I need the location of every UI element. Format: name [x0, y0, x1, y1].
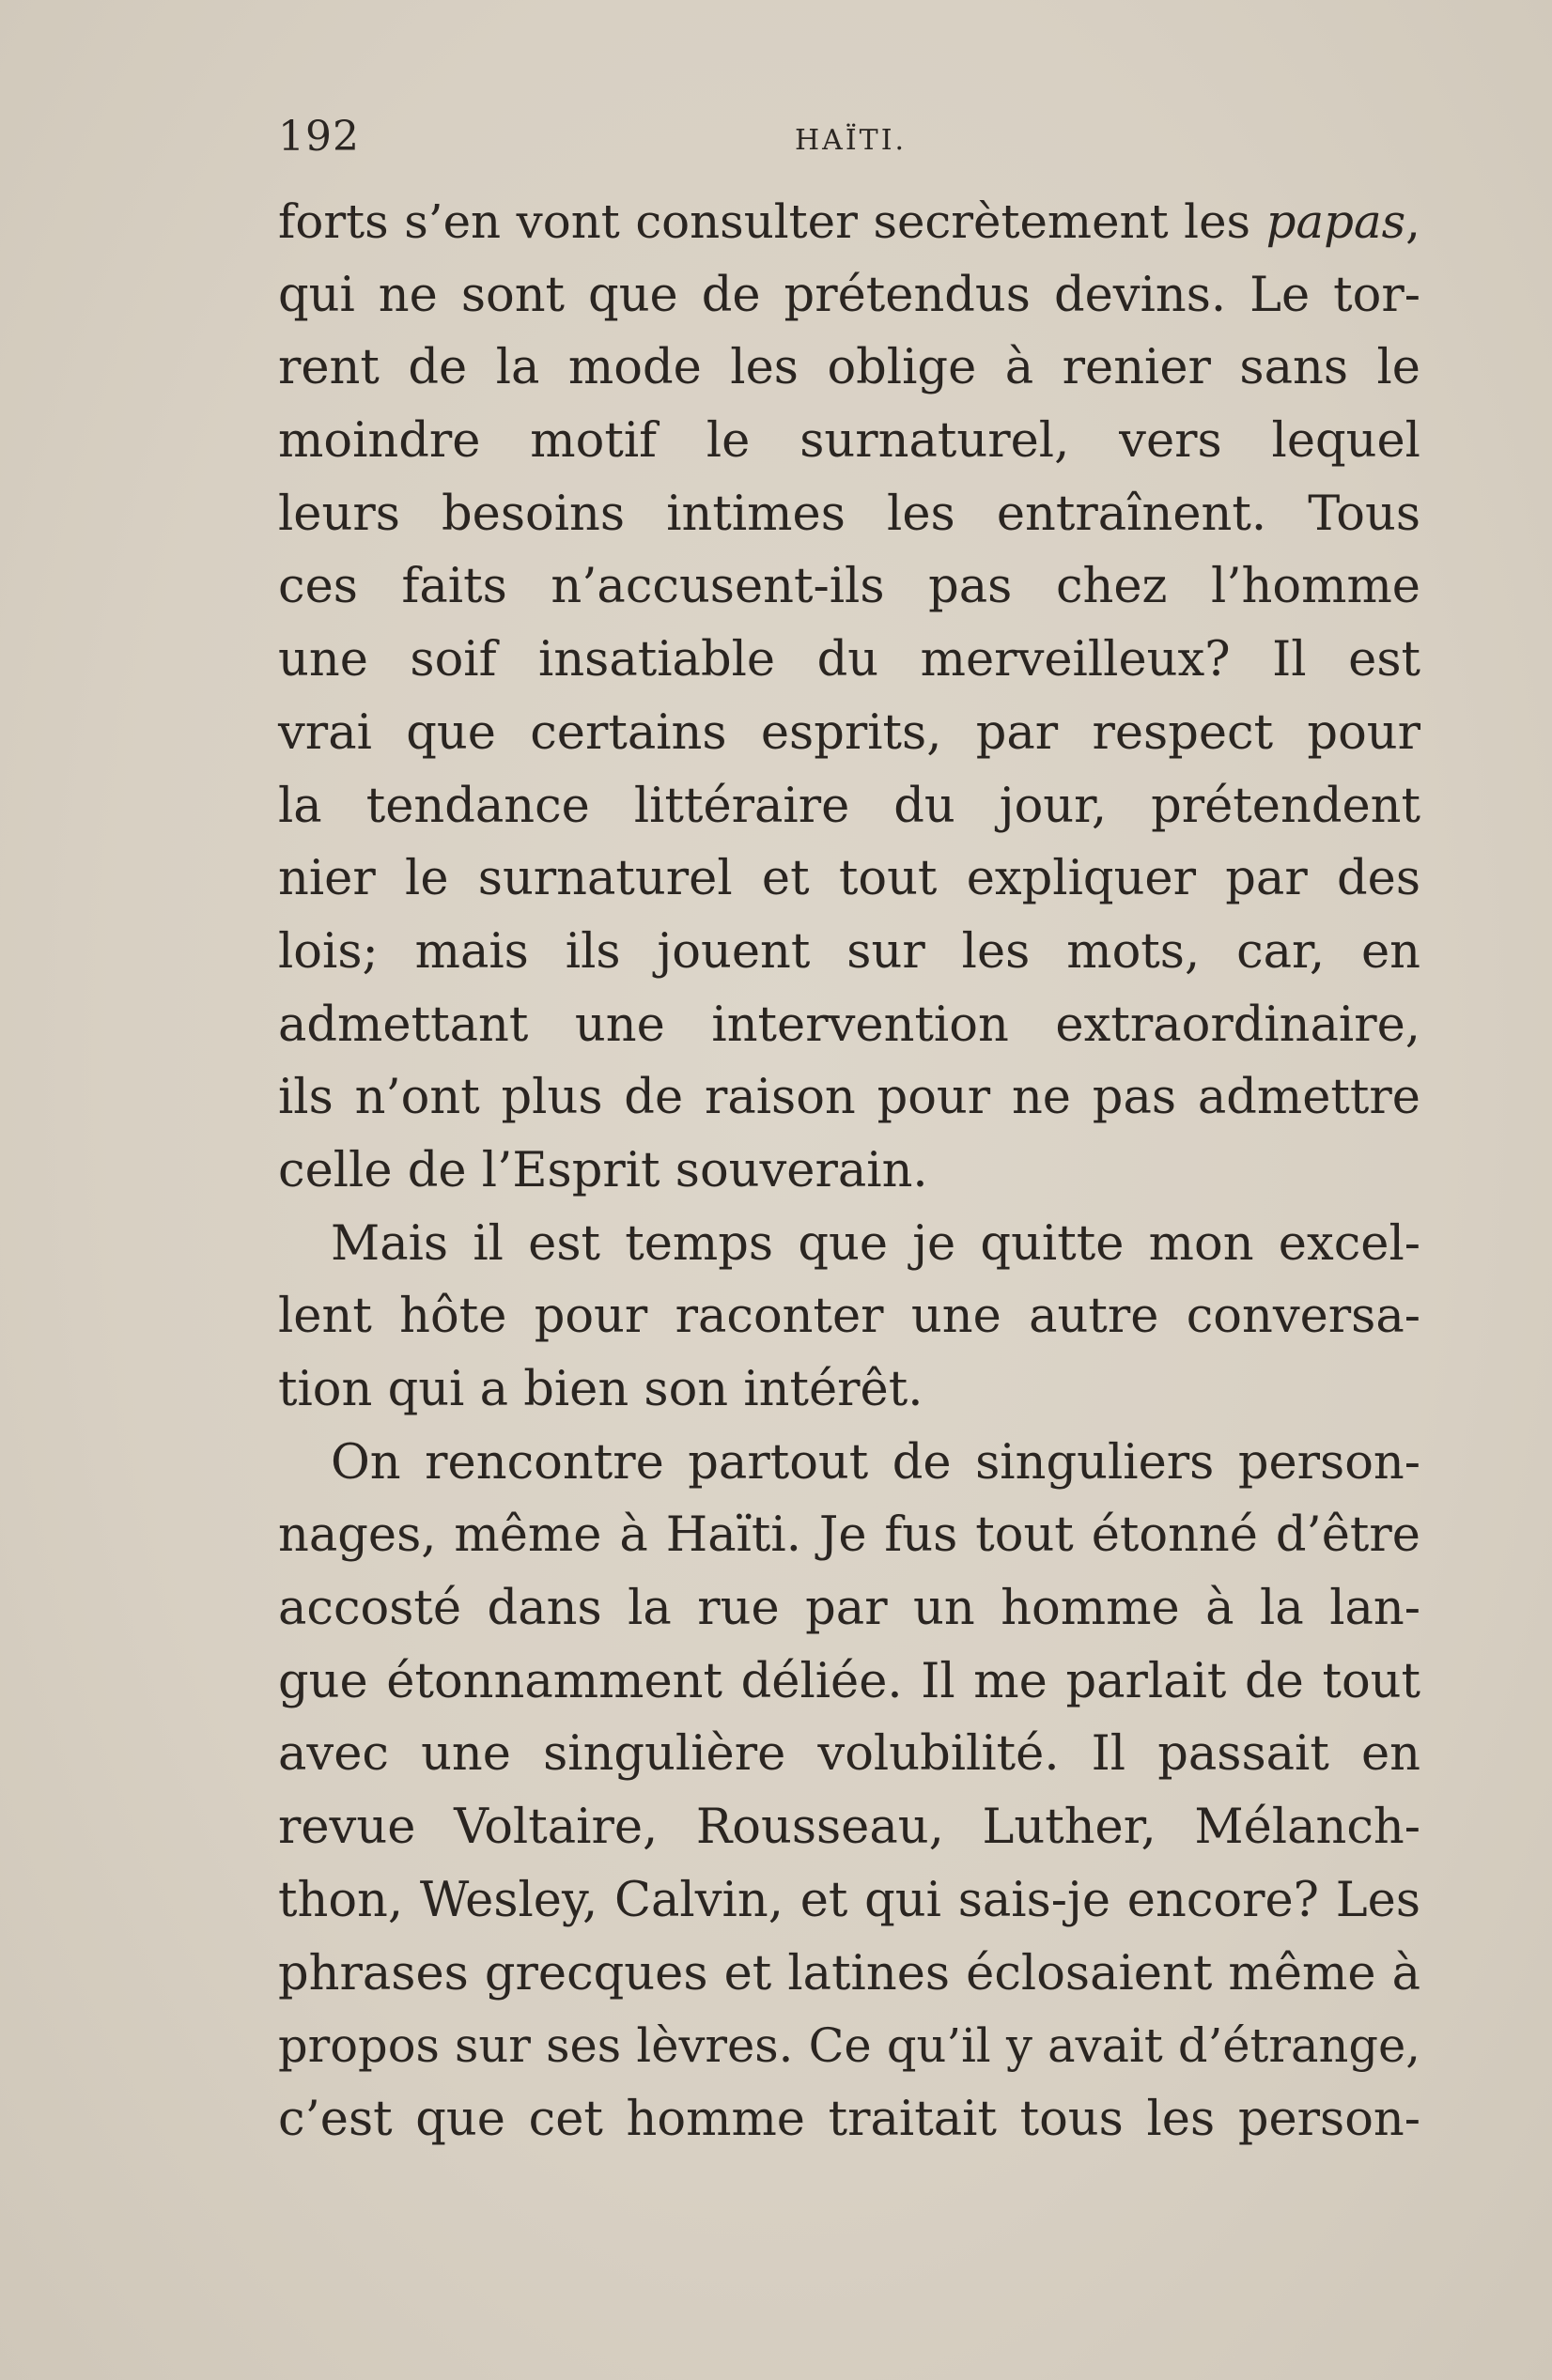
text-line	[278, 478, 1420, 551]
page-number: 192	[278, 113, 360, 161]
text-segment: avec une singulière volubilité. Il passait en	[278, 1726, 1420, 1783]
text-line	[278, 550, 1420, 624]
text-segment: nier le surnaturel et tout expliquer par des	[278, 851, 1420, 907]
text-line	[278, 1353, 1420, 1427]
text-line	[278, 770, 1420, 843]
text-segment: ils n’ont plus de raison pour ne pas admettre	[278, 1070, 1420, 1126]
text-line	[278, 1572, 1420, 1646]
text-segment: gue étonnamment déliée. Il me parlait de tout	[278, 1653, 1420, 1709]
text-segment: rent de la mode les oblige à renier sans le	[278, 340, 1420, 396]
text-line	[278, 1208, 1420, 1281]
text-line	[278, 1427, 1420, 1500]
text-segment: forts s’en vont consulter secrètement les	[278, 194, 1266, 249]
text-segment: ,	[1405, 194, 1420, 249]
text-line	[278, 1718, 1420, 1791]
page-header	[278, 113, 1420, 169]
text-line	[278, 1646, 1420, 1719]
text-line	[278, 1938, 1420, 2011]
text-line	[278, 1135, 1420, 1208]
text-line	[278, 624, 1420, 697]
text-segment: phrases grecques et latines éclosaient même à	[278, 1945, 1420, 2001]
text-line	[278, 1280, 1420, 1353]
running-head: HAÏTI.	[795, 124, 908, 157]
text-segment: revue Voltaire, Rousseau, Luther, Mélanch-	[278, 1800, 1420, 1856]
text-segment: c’est que cet homme traitait tous les person-	[278, 2091, 1420, 2147]
text-segment: Mais il est temps que je quitte mon excel-	[331, 1215, 1420, 1272]
text-segment: la tendance littéraire du jour, prétendent	[278, 778, 1420, 834]
text-segment: lois; mais ils jouent sur les mots, car, en	[278, 923, 1420, 980]
text-segment: qui ne sont que de prétendus devins. Le tor-	[278, 267, 1420, 323]
text-line	[278, 989, 1420, 1062]
text-line	[278, 916, 1420, 989]
italic-word: papas	[1265, 194, 1406, 249]
text-segment: thon, Wesley, Calvin, et qui sais-je encore? Les	[278, 1872, 1420, 1928]
text-segment: tion qui a bien son intérêt.	[278, 1362, 923, 1417]
text-line	[278, 2083, 1420, 2156]
body-text	[278, 186, 1420, 2156]
text-line	[278, 2010, 1420, 2083]
text-line	[278, 405, 1420, 478]
text-line	[278, 186, 1420, 259]
text-segment: vrai que certains esprits, par respect pour	[278, 704, 1420, 761]
text-line	[278, 1864, 1420, 1938]
text-line	[278, 697, 1420, 770]
text-segment: On rencontre partout de singuliers person-	[331, 1434, 1420, 1491]
text-line	[278, 1499, 1420, 1572]
text-segment: accosté dans la rue par un homme à la lan-	[278, 1581, 1420, 1637]
text-segment: ces faits n’accusent-ils pas chez l’homme	[278, 559, 1420, 615]
text-line	[278, 1061, 1420, 1135]
text-segment: leurs besoins intimes les entraînent. Tous	[278, 486, 1420, 542]
text-line	[278, 1791, 1420, 1864]
text-segment: lent hôte pour raconter une autre conversa-	[278, 1289, 1420, 1345]
text-line	[278, 842, 1420, 916]
text-segment: moindre motif le surnaturel, vers lequel	[278, 413, 1420, 470]
text-segment: admettant une intervention extraordinaire,	[278, 997, 1420, 1053]
text-line	[278, 259, 1420, 332]
text-segment: celle de l’Esprit souverain.	[278, 1142, 928, 1198]
text-segment: une soif insatiable du merveilleux? Il est	[278, 632, 1420, 688]
text-segment: nages, même à Haïti. Je fus tout étonné d’être	[278, 1507, 1420, 1564]
text-segment: propos sur ses lèvres. Ce qu’il y avait d’étrange,	[278, 2018, 1420, 2074]
text-line	[278, 332, 1420, 405]
